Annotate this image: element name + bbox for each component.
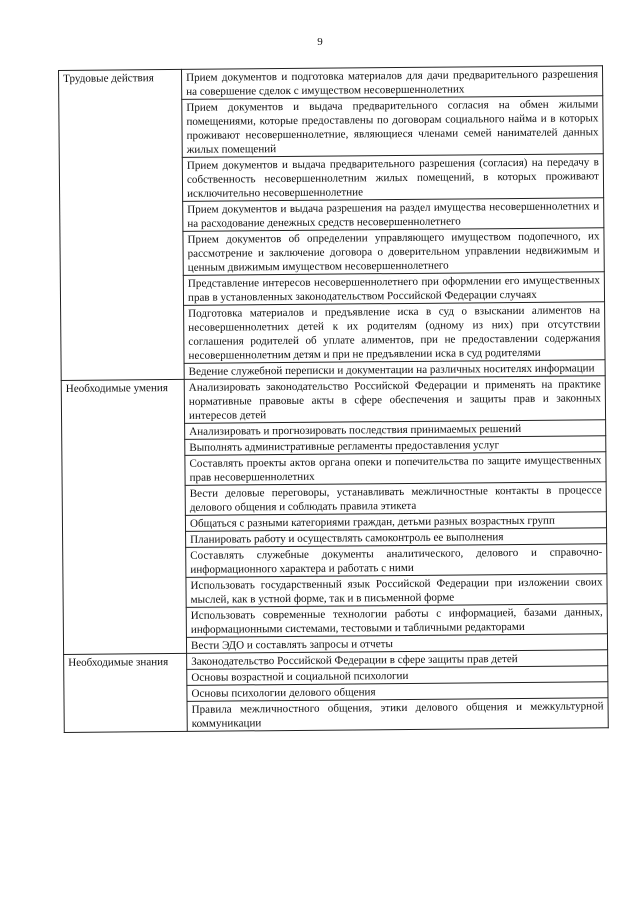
table-cell: Вести ЭДО и составлять запросы и отчеты: [186, 634, 607, 654]
table-cell: Законодательство Российской Федерации в сфере защиты прав детей: [187, 650, 608, 670]
table-cell: Выполнять административные регламенты предоставления услуг: [185, 436, 606, 456]
table-cell: Анализировать и прогнозировать последствия принимаемых решений: [185, 420, 606, 440]
table-cell: Ведение служебной переписки и документации на различных носителях информации: [184, 360, 605, 380]
table-cell: Общаться с разными категориями граждан, детьми разных возрастных групп: [185, 512, 606, 532]
table-cell: Прием документов и выдача предварительного разрешения (согласия) на передачу в собственность несовершеннолетним жилых помещений, в которых проживают исключительно несовершеннолетние: [182, 154, 603, 202]
table-cell: Подготовка материалов и предъявление иска в суд о взыскании алиментов на несовершеннолетних детей к их родителям (одному из них) при отсутствии соглашения родителей об уплате алиментов, при не предоставлении содержания несовершеннолетним детям и при не предъявлении иска в суд родителями: [184, 302, 605, 364]
table-cell: Использовать современные технологии работы с информацией, базами данных, информационными системами, тестовыми и табличными редакторами: [186, 604, 607, 638]
table-cell: Прием документов об определении управляющего имуществом подопечного, их рассмотрение и заключение договора о доверительном управлении недвижимым и ценным движимым имуществом несовершеннолетнего: [183, 228, 604, 276]
table-cell: Составлять служебные документы аналитического, делового и справочно-информационного характера и работать с ними: [186, 544, 607, 578]
table-cell: Основы психологии делового общения: [187, 682, 608, 702]
table-row: [59, 66, 603, 101]
table-cell: Представление интересов несовершеннолетнего при оформлении его имущественных прав в установленных законодательством Российской Федерации случаях: [183, 272, 604, 306]
table-cell: Прием документов и выдача предварительного согласия на обмен жилыми помещениями, которые предоставлены по договорам социального найма и в которых проживают несовершеннолетние, являющиеся членами семей нанимателей данных жилых помещений: [182, 96, 603, 158]
table-cell: Основы возрастной и социальной психологии: [187, 666, 608, 686]
section-label-required-skills: Необходимые умения: [61, 379, 186, 654]
table-cell: Анализировать законодательство Российской Федерации и применять на практике нормативные правовые акты в сфере обеспечения и защиты прав и законных интересов детей: [184, 376, 605, 424]
table-cell: Вести деловые переговоры, устанавливать межличностные контакты в процессе делового общения и соблюдать правила этикета: [185, 482, 606, 516]
table-cell: Использовать государственный язык Российской Федерации при изложении своих мыслей, как в устной форме, так и в письменной форме: [186, 574, 607, 608]
section-label-labor-actions: Трудовые действия: [59, 69, 185, 380]
table-cell: Прием документов и подготовка материалов для дачи предварительного разрешения на совершение сделок с имуществом несовершеннолетних: [181, 66, 602, 100]
page-number: 9: [317, 36, 323, 48]
table-cell: Правила межличностного общения, этики делового общения и межкультурной коммуникации: [187, 698, 608, 732]
table-cell: Составлять проекты актов органа опеки и попечительства по защите имущественных прав несовершеннолетних: [185, 452, 606, 486]
table-cell: Планировать работу и осуществлять самоконтроль ее выполнения: [186, 528, 607, 548]
table-row: [61, 376, 605, 425]
competency-table: [58, 65, 609, 733]
section-label-required-knowledge: Необходимые знания: [64, 653, 188, 732]
table-cell: Прием документов и выдача разрешения на раздел имущества несовершеннолетних и на расходование денежных средств несовершеннолетнего: [183, 198, 604, 232]
